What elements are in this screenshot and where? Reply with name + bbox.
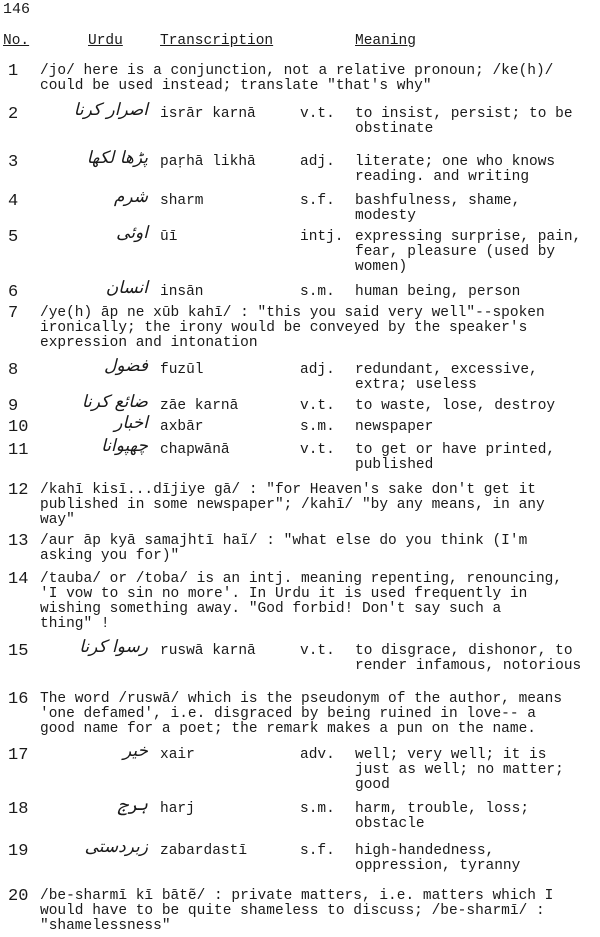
entry-number: 15: [8, 642, 29, 661]
entry-number: 16: [8, 690, 29, 709]
part-of-speech: adv.: [300, 747, 335, 763]
entry-number: 17: [8, 746, 29, 765]
entry-number: 20: [8, 887, 29, 906]
part-of-speech: s.m.: [300, 801, 335, 817]
part-of-speech: s.f.: [300, 193, 335, 209]
entry-number: 14: [8, 570, 29, 589]
urdu-word: چھپوانا: [101, 436, 148, 456]
note-text: /ye(h) āp ne xūb kahī/ : "this you said very well"--spoken ironically; the irony would be conveyed by the speaker's expression and intonation: [40, 305, 545, 351]
meaning: high-handedness, oppression, tyranny: [355, 843, 521, 874]
entry-number: 1: [8, 62, 19, 81]
part-of-speech: s.m.: [300, 419, 335, 435]
transcription: paṛhā likhā: [160, 154, 256, 170]
meaning: human being, person: [355, 284, 521, 300]
meaning: to get or have printed, published: [355, 442, 556, 473]
header-meaning: Meaning: [355, 33, 416, 49]
part-of-speech: intj.: [300, 229, 344, 245]
entry-number: 3: [8, 153, 19, 172]
part-of-speech: s.f.: [300, 843, 335, 859]
urdu-word: خیر: [122, 741, 148, 761]
part-of-speech: v.t.: [300, 106, 335, 122]
urdu-word: شرم: [113, 187, 148, 207]
transcription: isrār karnā: [160, 106, 256, 122]
note-text: /tauba/ or /toba/ is an intj. meaning repenting, renouncing, 'I vow to sin no more'. In Urdu it is used frequently in wishing something away. "God forbid! Don't say such a thing" !: [40, 571, 563, 632]
urdu-word: رسوا کرنا: [79, 637, 148, 657]
transcription: insān: [160, 284, 204, 300]
entry-number: 4: [8, 192, 19, 211]
entry-number: 8: [8, 361, 19, 380]
urdu-word: ہرج: [118, 795, 148, 815]
part-of-speech: adj.: [300, 154, 335, 170]
part-of-speech: s.m.: [300, 284, 335, 300]
transcription: sharm: [160, 193, 204, 209]
note-text: /jo/ here is a conjunction, not a relative pronoun; /ke(h)/ could be used instead; translate "that's why": [40, 63, 554, 94]
urdu-word: اخبار: [114, 413, 148, 433]
meaning: harm, trouble, loss; obstacle: [355, 801, 530, 832]
meaning: literate; one who knows reading. and writing: [355, 154, 556, 185]
transcription: zāe karnā: [160, 398, 239, 414]
part-of-speech: v.t.: [300, 442, 335, 458]
urdu-word: اوئی: [116, 223, 148, 243]
entry-number: 13: [8, 532, 29, 551]
meaning: to insist, persist; to be obstinate: [355, 106, 573, 137]
meaning: to waste, lose, destroy: [355, 398, 556, 414]
urdu-word: انسان: [105, 278, 148, 298]
urdu-word: اصرار کرنا: [73, 100, 148, 120]
transcription: axbār: [160, 419, 204, 435]
meaning: newspaper: [355, 419, 434, 435]
note-text: The word /ruswā/ which is the pseudonym of the author, means 'one defamed', i.e. disgraced by being ruined in love-- a good name for a poet; the remark makes a pun on the name.: [40, 691, 563, 737]
urdu-word: پڑھا لکھا: [86, 148, 148, 168]
transcription: ruswā karnā: [160, 643, 256, 659]
urdu-word: زبردستی: [84, 837, 148, 857]
entry-number: 2: [8, 105, 19, 124]
entry-number: 5: [8, 228, 19, 247]
entry-number: 6: [8, 283, 19, 302]
meaning: expressing surprise, pain, fear, pleasure (used by women): [355, 229, 582, 275]
header-no: No.: [3, 33, 30, 49]
meaning: well; very well; it is just as well; no matter; good: [355, 747, 564, 793]
entry-number: 12: [8, 481, 29, 500]
transcription: ūī: [160, 229, 178, 245]
header-transcription: Transcription: [160, 33, 274, 49]
header-urdu: Urdu: [88, 33, 123, 49]
part-of-speech: adj.: [300, 362, 335, 378]
meaning: redundant, excessive, extra; useless: [355, 362, 538, 393]
entry-number: 18: [8, 800, 29, 819]
entry-number: 19: [8, 842, 29, 861]
part-of-speech: v.t.: [300, 398, 335, 414]
transcription: xair: [160, 747, 195, 763]
entry-number: 11: [8, 441, 29, 460]
note-text: /aur āp kyā samajhtī haĩ/ : "what else do you think (I'm asking you for)": [40, 533, 528, 564]
note-text: /be-sharmī kī bātẽ/ : private matters, i.e. matters which I would have to be quite shameless to discuss; /be-sharmī/ : "shamelessness": [40, 888, 554, 934]
urdu-word: ضائع کرنا: [81, 392, 148, 412]
entry-number: 9: [8, 397, 19, 416]
meaning: to disgrace, dishonor, to render infamous, notorious: [355, 643, 582, 674]
transcription: zabardastī: [160, 843, 248, 859]
transcription: chapwānā: [160, 442, 230, 458]
urdu-word: فضول: [103, 356, 148, 376]
meaning: bashfulness, shame, modesty: [355, 193, 521, 224]
entry-number: 7: [8, 304, 19, 323]
entry-number: 10: [8, 418, 29, 437]
part-of-speech: v.t.: [300, 643, 335, 659]
transcription: fuzūl: [160, 362, 204, 378]
note-text: /kahī kisī...dījiye gā/ : "for Heaven's sake don't get it published in some newspaper"; /kahī/ "by any means, in any way": [40, 482, 545, 528]
transcription: harj: [160, 801, 195, 817]
page-number: 146: [3, 1, 31, 18]
